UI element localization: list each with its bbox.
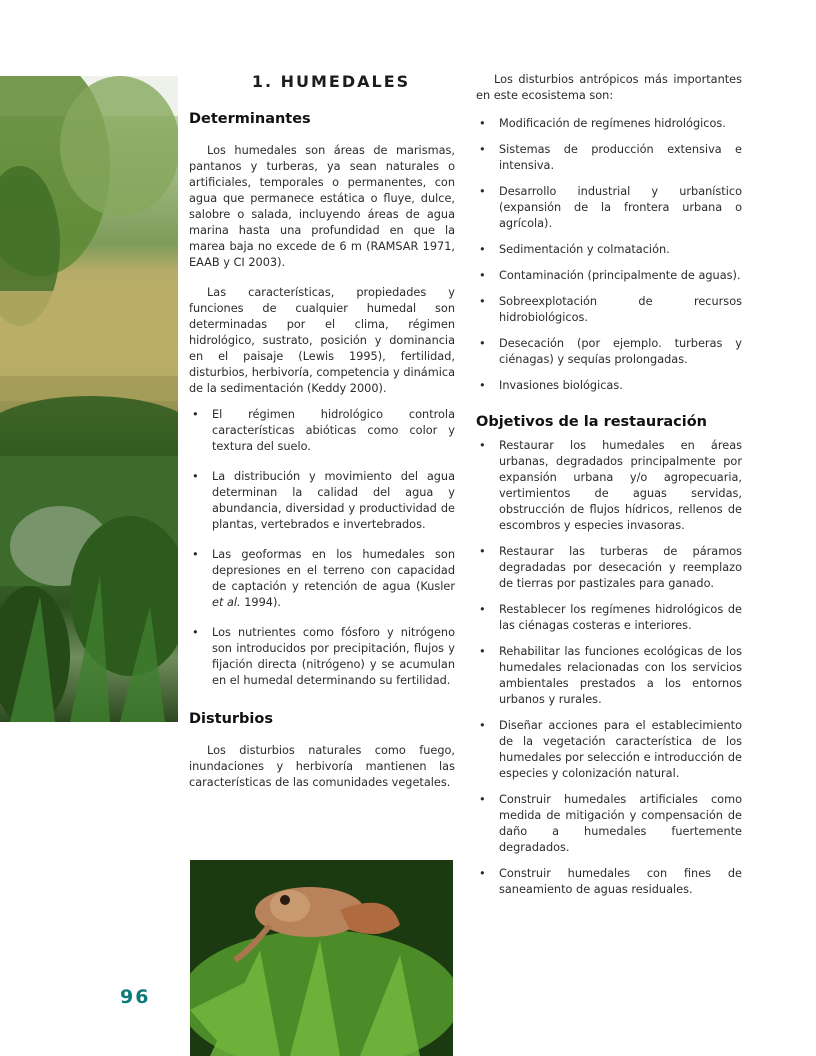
heading-determinantes: Determinantes	[189, 111, 311, 127]
citation-et-al: et al.	[212, 596, 241, 609]
list-item: • Construir humedales con fines de saneamiento de aguas residuales.	[476, 866, 742, 898]
paragraph-definicion: Los humedales son áreas de marismas, pantanos y turberas, ya sean naturales o artificiales, temporales o permanentes, con agua que permanece estática o fluye, dulce, salobre o salada, incluyendo áreas de agua marina hasta una profundidad en que la marea baja no excede de 6 m (RAMSAR 1971, EAAB y CI 2003).	[189, 144, 455, 269]
list-item: • Restaurar los humedales en áreas urbanas, degradados principalmente por expansión urbana y/o agropecuaria, vertimientos de aguas servidas, obstrucción de flujos hídricos, rellenos de escombros y especies invasoras.	[476, 438, 742, 534]
list-item: • El régimen hidrológico controla características abióticas como color y textura del suelo.	[189, 407, 455, 455]
list-item	[189, 547, 455, 611]
disturbios-list	[476, 116, 742, 394]
list-item: • Rehabilitar las funciones ecológicas de los humedales relacionadas con los servicios ambientales prestados a los entornos urbanos y rurales.	[476, 644, 742, 708]
list-item-text: Las geoformas en los humedales son depresiones en el terreno con capacidad de captación y retención de agua (Kusler	[212, 548, 455, 593]
list-item: • Diseñar acciones para el establecimiento de la vegetación característica de los humedales por selección e introducción de especies y colonización natural.	[476, 718, 742, 782]
list-item: • Sistemas de producción extensiva e intensiva.	[476, 142, 742, 174]
list-item: • Sedimentación y colmatación.	[476, 242, 742, 258]
paragraph-caracteristicas: Las características, propiedades y funciones de cualquier humedal son determinadas por el clima, régimen hidrológico, sustrato, posición y dominancia en el paisaje (Lewis 1995), fertilidad, disturbios, herbivoría, competencia y dinámica de la sedimentación (Keddy 2000).	[189, 286, 455, 395]
left-column	[189, 72, 455, 791]
right-column	[476, 72, 742, 898]
list-item: • Construir humedales artificiales como medida de mitigación y compensación de daño a humedales fuertemente degradados.	[476, 792, 742, 856]
list-item: • La distribución y movimiento del agua determinan la calidad del agua y abundancia, diversidad y productividad de plantas, vertebrados e invertebrados.	[189, 469, 455, 533]
wetland-illustration	[0, 76, 178, 722]
section-title: 1. HUMEDALES	[251, 72, 411, 91]
frog-photo	[190, 860, 453, 1056]
list-item: • Modificación de regímenes hidrológicos.	[476, 116, 742, 132]
list-item: • Los nutrientes como fósforo y nitrógeno son introducidos por precipitación, flujos y fijación directa (nitrógeno) y se acumulan en el humedal determinando su fertilidad.	[189, 625, 455, 689]
list-item: • Restaurar las turberas de páramos degradadas por desecación y reemplazo de tierras por pastizales para ganado.	[476, 544, 742, 592]
list-item-text-end: 1994).	[240, 596, 281, 609]
objetivos-list	[476, 438, 742, 898]
determinantes-list	[189, 407, 455, 689]
list-item: • Desarrollo industrial y urbanístico (expansión de la frontera urbana o agrícola).	[476, 184, 742, 232]
frog-illustration	[190, 860, 453, 1056]
heading-objetivos: Objetivos de la restauración	[476, 414, 708, 430]
list-item: • Invasiones biológicas.	[476, 378, 742, 394]
page-number: 96	[120, 986, 151, 1008]
list-item: • Desecación (por ejemplo. turberas y ciénagas) y sequías prolongadas.	[476, 336, 742, 368]
list-item: • Sobreexplotación de recursos hidrobiológicos.	[476, 294, 742, 326]
list-item: • Contaminación (principalmente de aguas).	[476, 268, 742, 284]
list-item: • Restablecer los regímenes hidrológicos de las ciénagas costeras e interiores.	[476, 602, 742, 634]
heading-disturbios: Disturbios	[189, 711, 273, 727]
paragraph-disturbios: Los disturbios naturales como fuego, inundaciones y herbivoría mantienen las características de las comunidades vegetales.	[189, 744, 455, 789]
paragraph-disturbios-antropicos: Los disturbios antrópicos más importantes en este ecosistema son:	[476, 73, 742, 102]
wetland-photo	[0, 76, 178, 722]
